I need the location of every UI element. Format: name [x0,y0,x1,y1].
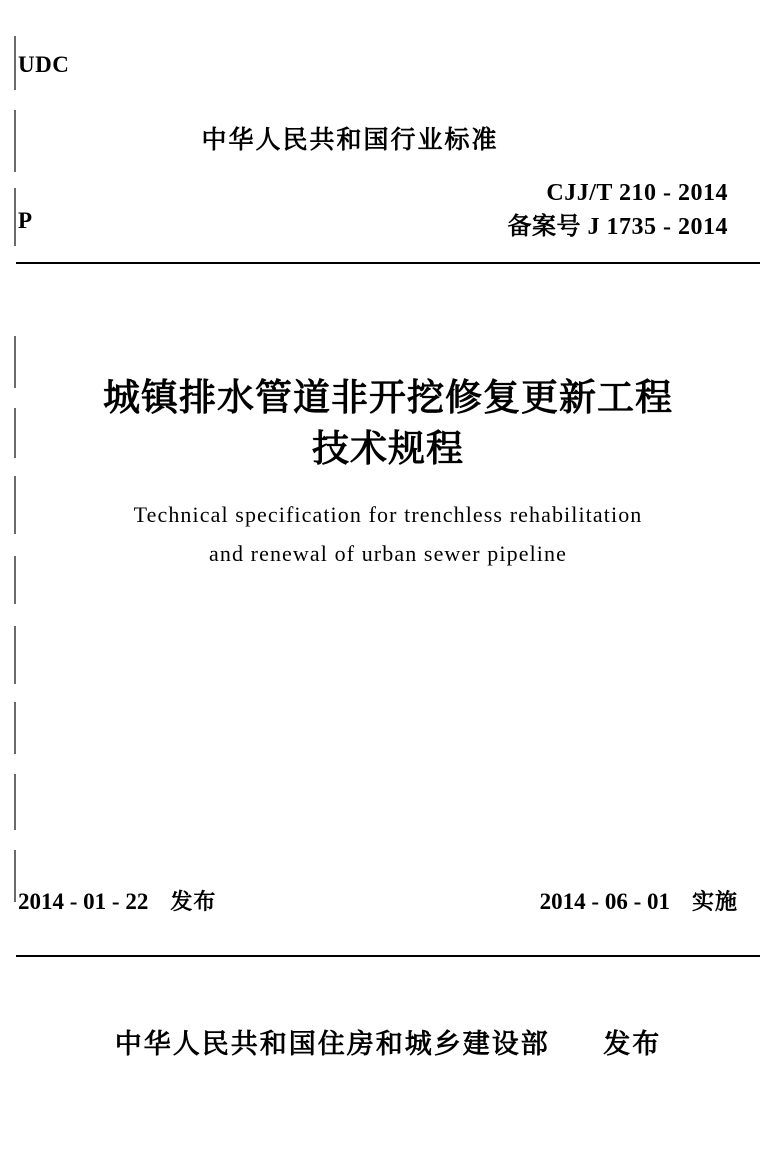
effective-date-label: 实施 [691,890,738,915]
dates-row [16,885,760,916]
issue-date-group [18,885,216,916]
footer-divider [16,955,760,957]
document-title-en [0,496,776,573]
standard-category-line [0,120,776,156]
standard-number: CJJ/T 210 - 2014 [546,180,728,206]
document-title-cn [0,372,776,474]
effective-date-group [540,885,738,916]
standard-code-block [508,176,729,244]
document-title-en-line2: and renewal of urban sewer pipeline [209,540,567,566]
issue-date-label: 发布 [170,890,217,915]
publisher-name: 中华人民共和国住房和城乡建设部 [114,1029,550,1060]
classification-p-label: P [18,208,33,233]
document-title-en-line1: Technical specification for trenchless rehabilitation [133,502,643,527]
header-divider [16,262,760,264]
publisher-action-label: 发布 [603,1029,662,1060]
document-title-cn-line2: 技术规程 [312,427,464,471]
standard-category-text: 中华人民共和国行业标准 [201,125,499,154]
publisher-line [0,1022,776,1061]
effective-date: 2014 - 06 - 01 [539,889,670,914]
issue-date: 2014 - 01 - 22 [18,889,149,914]
document-title-cn-line1: 城镇排水管道非开挖修复更新工程 [103,376,673,419]
udc-label: UDC [18,52,70,77]
record-number: 备案号 J 1735 - 2014 [507,214,728,241]
